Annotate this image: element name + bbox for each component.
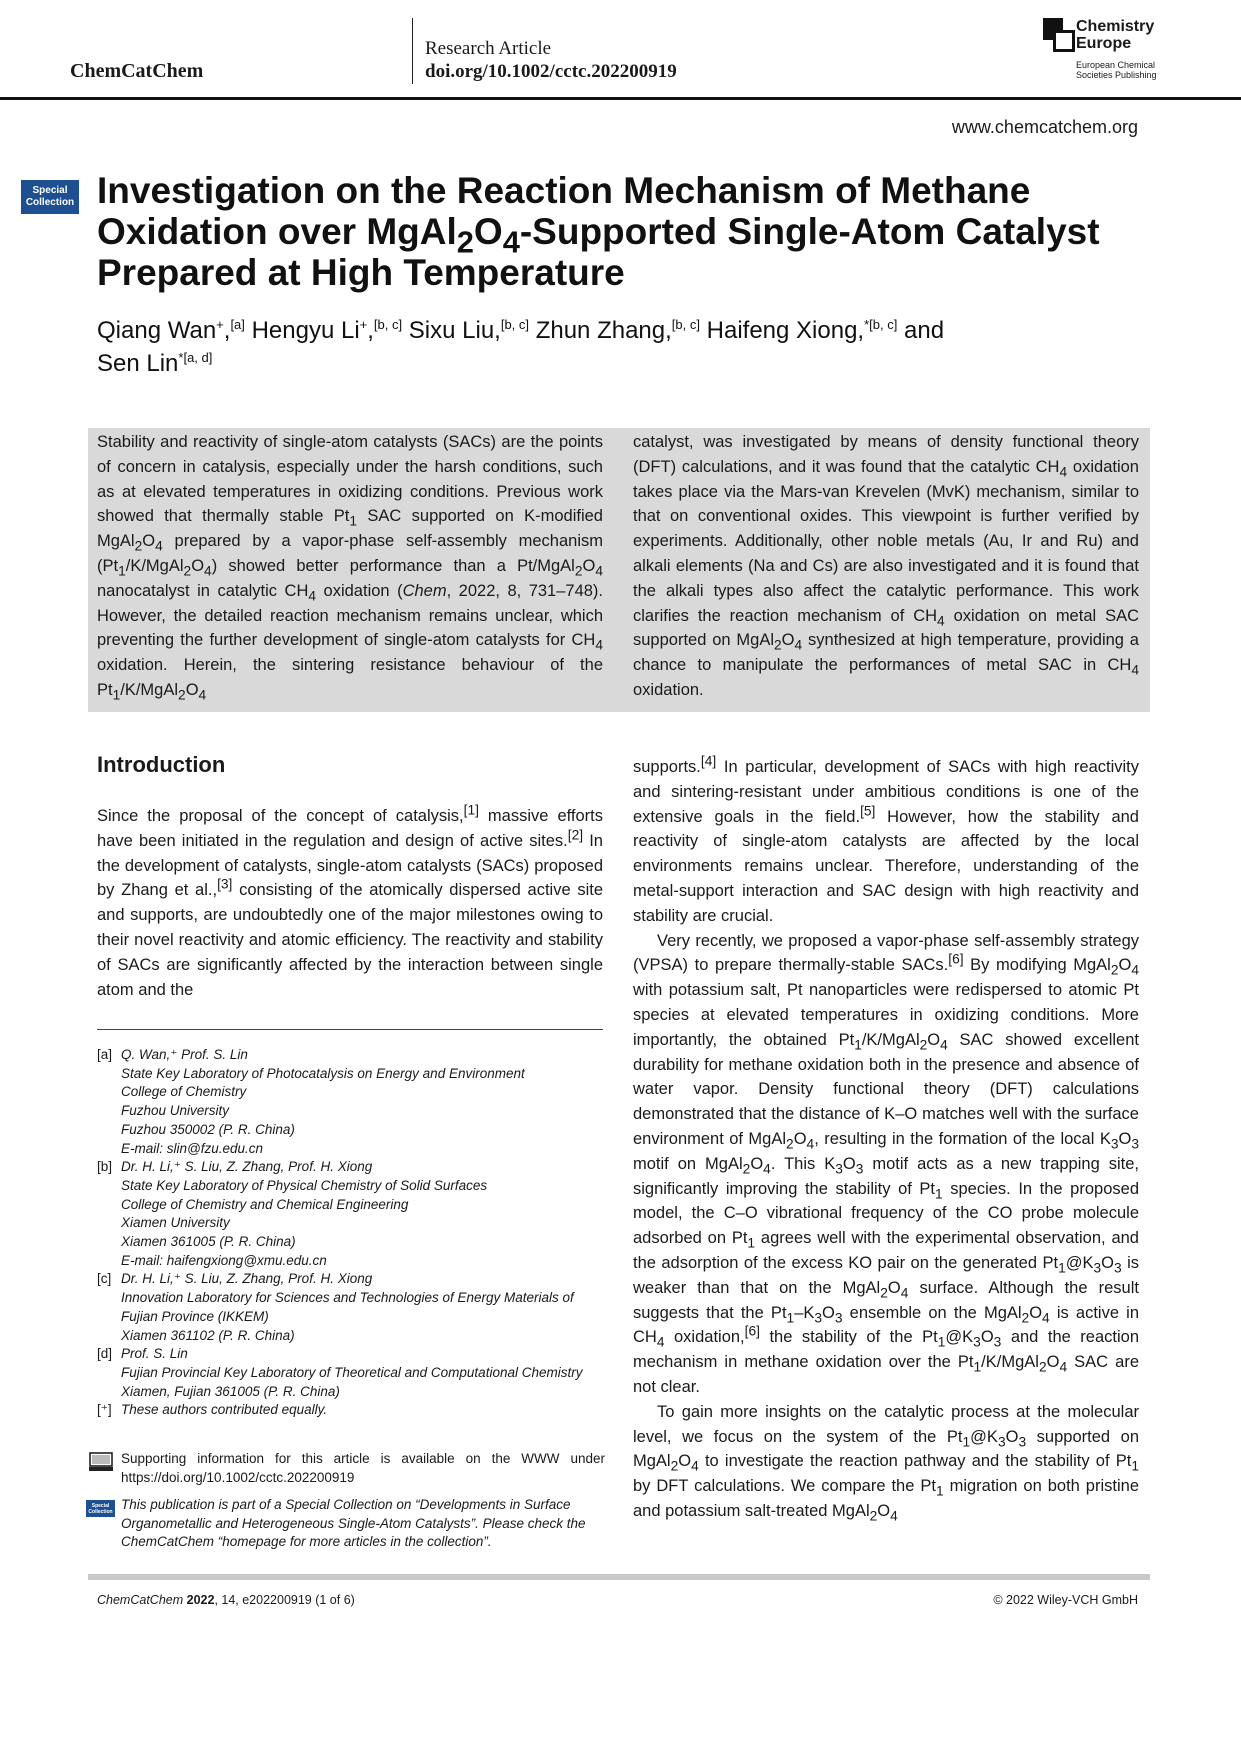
section-heading-introduction: Introduction — [97, 752, 226, 777]
title-line1: Investigation on the Reaction Mechanism of Methane — [97, 170, 1031, 211]
journal-name: ChemCatChem — [70, 60, 204, 82]
header-divider — [412, 18, 413, 84]
affiliation-line: Fujian Provincial Key Laboratory of Theoretical and Computational Chemistry — [121, 1364, 583, 1380]
affiliation-entry — [97, 1046, 607, 1158]
affiliation-line: Fuzhou 350002 (P. R. China) — [121, 1121, 295, 1137]
affiliation-names: These authors contributed equally. — [121, 1402, 328, 1418]
affiliation-line: College of Chemistry — [121, 1084, 247, 1100]
author-mark: + — [359, 317, 368, 332]
footer-copyright: © 2022 Wiley-VCH GmbH — [993, 1593, 1138, 1607]
title-line3: Prepared at High Temperature — [97, 252, 625, 293]
author-name: Haifeng Xiong, — [706, 317, 865, 344]
computer-icon — [89, 1452, 113, 1472]
affiliation-entry — [97, 1401, 607, 1420]
author-separator: , — [367, 317, 374, 344]
special-collection-note: This publication is part of a Special Collection on “Developments in Surface Organometallic and Heterogeneous Single-Atom Catalysts”. Please check the ChemCatChem “homepage for more articles in the collection”. — [121, 1497, 586, 1550]
author-affiliation-ref: [a, d] — [183, 350, 213, 365]
publisher-name-line2: Europe — [1076, 35, 1132, 52]
author — [97, 317, 245, 344]
affiliation-line: Xiamen 361102 (P. R. China) — [121, 1327, 295, 1343]
affiliation-entry — [97, 1345, 607, 1401]
author-name: Sen Lin — [97, 350, 179, 377]
affiliation-tag: [a] — [97, 1047, 113, 1062]
author-affiliation-ref: [a] — [230, 317, 245, 332]
affiliation-body — [121, 1158, 607, 1270]
author-name: Hengyu Li — [251, 317, 360, 344]
author-mark: * — [178, 350, 184, 365]
affiliations-list — [97, 1046, 607, 1420]
affiliation-tag: [c] — [97, 1271, 112, 1287]
badge-line2: Collection — [25, 197, 75, 208]
affiliation-line: E-mail: slin@fzu.edu.cn — [121, 1140, 264, 1156]
footnote-rule — [97, 1029, 603, 1030]
affiliation-entry — [97, 1270, 607, 1345]
footer-rule — [88, 1574, 1150, 1580]
supporting-information-note: Supporting information for this article is available on the WWW under https://doi.org/10.1002/cctc.202200919 — [121, 1451, 605, 1485]
author-affiliation-ref: [b, c] — [373, 317, 403, 332]
author-mark: * — [864, 317, 870, 332]
publisher-subtitle-line1: European Chemical — [1076, 60, 1156, 70]
author — [536, 317, 700, 344]
chemistry-europe-logo-icon — [1043, 18, 1075, 52]
body-right-column — [633, 755, 1139, 1524]
author-mark: + — [216, 317, 224, 332]
author-affiliation-ref: [b, c] — [869, 317, 898, 332]
affiliation-line: Xiamen 361005 (P. R. China) — [121, 1234, 296, 1250]
header-rule — [0, 97, 1241, 100]
publisher-name-line1: Chemistry — [1076, 18, 1155, 35]
affiliation-body — [121, 1401, 607, 1420]
doi-link[interactable]: doi.org/10.1002/cctc.202200919 — [425, 61, 677, 82]
author-name: Qiang Wan — [97, 317, 217, 344]
author — [97, 350, 212, 377]
author — [252, 317, 403, 344]
author-name: Sixu Liu, — [408, 317, 501, 344]
intro-paragraph-1: Since the proposal of the concept of catalysis,[1] massive efforts have been initiated in the regulation and design of active sites.[2] In the development of catalysts, single-atom catalysts (SACs) proposed by Zhang et al.,[3] consisting of the atomically dispersed active site and supports, are undoubtedly one of the major milestones owing to their novel reactivity and atomic efficiency. The reactivity and stability of SACs are significantly affected by the interaction between single atom and the — [97, 802, 603, 999]
author — [707, 317, 898, 344]
title-sub4: 4 — [502, 224, 520, 260]
affiliation-tag: [b] — [97, 1159, 113, 1175]
badge-small-line2: Collection — [88, 1508, 113, 1515]
affiliation-line: Innovation Laboratory for Sciences and Technologies of Energy Materials of Fujian Province (IKKEM) — [121, 1290, 574, 1324]
author — [409, 317, 529, 344]
site-url-link[interactable]: www.chemcatchem.org — [951, 117, 1138, 137]
special-collection-badge — [21, 180, 79, 214]
footer-volume-pages: , 14, e202200919 (1 of 6) — [214, 1593, 355, 1607]
author-name: Zhun Zhang, — [535, 317, 672, 344]
affiliation-tag: [⁺] — [97, 1402, 112, 1418]
abstract-right-column: catalyst, was investigated by means of density functional theory (DFT) calculations, and it was found that the catalytic $CH_4$ oxidation takes place via the Mars-van Krevelen (MvK) mechanism, similar to that on conventional oxides. This viewpoint is further verified by experiments. Additionally, other noble metals (Au, Ir and Ru) and alkali elements (Na and Cs) are also investigated and it is found that the alkali types also affect the catalytic performance. This work clarifies the reaction mechanism of $CH_4$ oxidation on metal SAC supported on $MgAl_2O_4$ synthesized at high temperature, providing a chance to manipulate the performances of metal SAC in $CH_4$ oxidation. — [633, 433, 1139, 699]
title-line2a: Oxidation over MgAl — [97, 211, 457, 252]
author-separator: , — [223, 317, 231, 344]
title-line2b: O — [473, 211, 503, 252]
affiliation-line: Fuzhou University — [121, 1103, 230, 1119]
affiliation-line: State Key Laboratory of Photocatalysis on Energy and Environment — [121, 1065, 525, 1081]
affiliation-body — [121, 1046, 607, 1158]
body-paragraph: Very recently, we proposed a vapor-phase self-assembly strategy (VPSA) to prepare thermally-stable SACs.[6] By modifying $MgAl_2O_4$ with potassium salt, Pt nanoparticles were redispersed to atomic Pt species at elevated temperatures in oxidizing conditions. More importantly, the obtained $Pt_1/K/MgAl_2O_4$ SAC showed excellent durability for methane oxidation both in the presence and absence of water vapor. Density functional theory (DFT) calculations demonstrated that the distance of K–O matches well with the surface environment of $MgAl_2O_4$, resulting in the formation of the local $K_3O_3$ motif on $MgAl_2O_4$. This $K_3O_3$ motif acts as a new trapping site, significantly improving the stability of $Pt_1$ species. In the proposed model, the C–O vibrational frequency of the CO probe molecule adsorbed on $Pt_1$ agrees well with the experimental observation, and the adsorption of the excess KO pair on the generated $Pt_1@K_3O_3$ is weaker than that on the $MgAl_2O_4$ surface. Although the result suggests that the $Pt_1-K_3O_3$ ensemble on the $MgAl_2O_4$ is active in $CH_4$ oxidation,[6] the stability of the $Pt_1@K_3O_3$ and the reaction mechanism in methane oxidation over the $Pt_1/K/MgAl_2O_4$ SAC are not clear. — [633, 931, 1140, 1396]
title-sub2: 2 — [456, 224, 474, 260]
footer-citation — [97, 1593, 355, 1607]
footer-journal: ChemCatChem — [97, 1593, 184, 1607]
affiliation-line: Xiamen University — [121, 1215, 230, 1231]
badge-small-line1: Special — [91, 1502, 110, 1509]
affiliation-names: Dr. H. Li,⁺ S. Liu, Z. Zhang, Prof. H. Xiong — [121, 1271, 373, 1287]
author-list — [97, 314, 1097, 380]
affiliation-names: Q. Wan,⁺ Prof. S. Lin — [121, 1047, 248, 1062]
affiliation-names: Dr. H. Li,⁺ S. Liu, Z. Zhang, Prof. H. Xiong — [121, 1159, 373, 1175]
body-paragraph: To gain more insights on the catalytic process at the molecular level, we focus on the system of the $Pt_1@K_3O_3$ supported on $MgAl_2O_4$ to investigate the reaction pathway and the stability of $Pt_1$ by DFT calculations. We compare the $Pt_1$ migration on both pristine and potassium salt-treated $MgAl_2O_4$ — [633, 1402, 1139, 1524]
article-type: Research Article — [425, 38, 552, 59]
affiliation-body — [121, 1270, 607, 1345]
affiliation-body — [121, 1345, 607, 1401]
affiliation-line: State Key Laboratory of Physical Chemistry of Solid Surfaces — [121, 1177, 488, 1193]
body-paragraph: supports.[4] In particular, development of SACs with high reactivity and sintering-resistant under ambitious conditions is one of the extensive goals in the field.[5] However, how the stability and reactivity of single-atom catalysts are affected by the local environments remains unclear. Therefore, understanding of the metal-support interaction and SAC design with high reactivity and stability are crucial. — [633, 753, 1139, 925]
footer-year: 2022 — [186, 1593, 215, 1607]
special-collection-badge-small — [86, 1500, 115, 1517]
publisher-subtitle-line2: Societies Publishing — [1076, 70, 1157, 80]
affiliation-line: College of Chemistry and Chemical Engineering — [121, 1196, 409, 1212]
affiliation-entry — [97, 1158, 607, 1270]
title-line2c: -Supported Single-Atom Catalyst — [519, 211, 1100, 252]
author-affiliation-ref: [b, c] — [500, 317, 530, 332]
author-name: and — [904, 317, 945, 344]
affiliation-line: Xiamen, Fujian 361005 (P. R. China) — [121, 1383, 340, 1399]
affiliation-tag: [d] — [97, 1346, 113, 1362]
abstract-left-column: Stability and reactivity of single-atom catalysts (SACs) are the points of concern in catalysis, especially under the harsh conditions, such as at elevated temperatures in oxidizing conditions. Previous work showed that thermally stable $Pt_1$ SAC supported on K-modified $MgAl_2O_4$ prepared by a vapor-phase self-assembly mechanism $(Pt_1/K/MgAl_2O_4)$ showed better performance than a $Pt/MgAl_2O_4$ nanocatalyst in catalytic $CH_4$ oxidation (Chem, 2022, 8, 731–748). However, the detailed reaction mechanism remains unclear, which preventing the further development of single-atom catalysts for $CH_4$ oxidation. Herein, the sintering resistance behaviour of the $Pt_1/K/MgAl_2O_4$ — [97, 433, 604, 703]
author-affiliation-ref: [b, c] — [671, 317, 700, 332]
badge-line1: Special — [32, 185, 68, 196]
author — [904, 317, 944, 344]
article-title — [97, 170, 1137, 293]
affiliation-line: E-mail: haifengxiong@xmu.edu.cn — [121, 1252, 327, 1268]
affiliation-names: Prof. S. Lin — [121, 1346, 188, 1362]
